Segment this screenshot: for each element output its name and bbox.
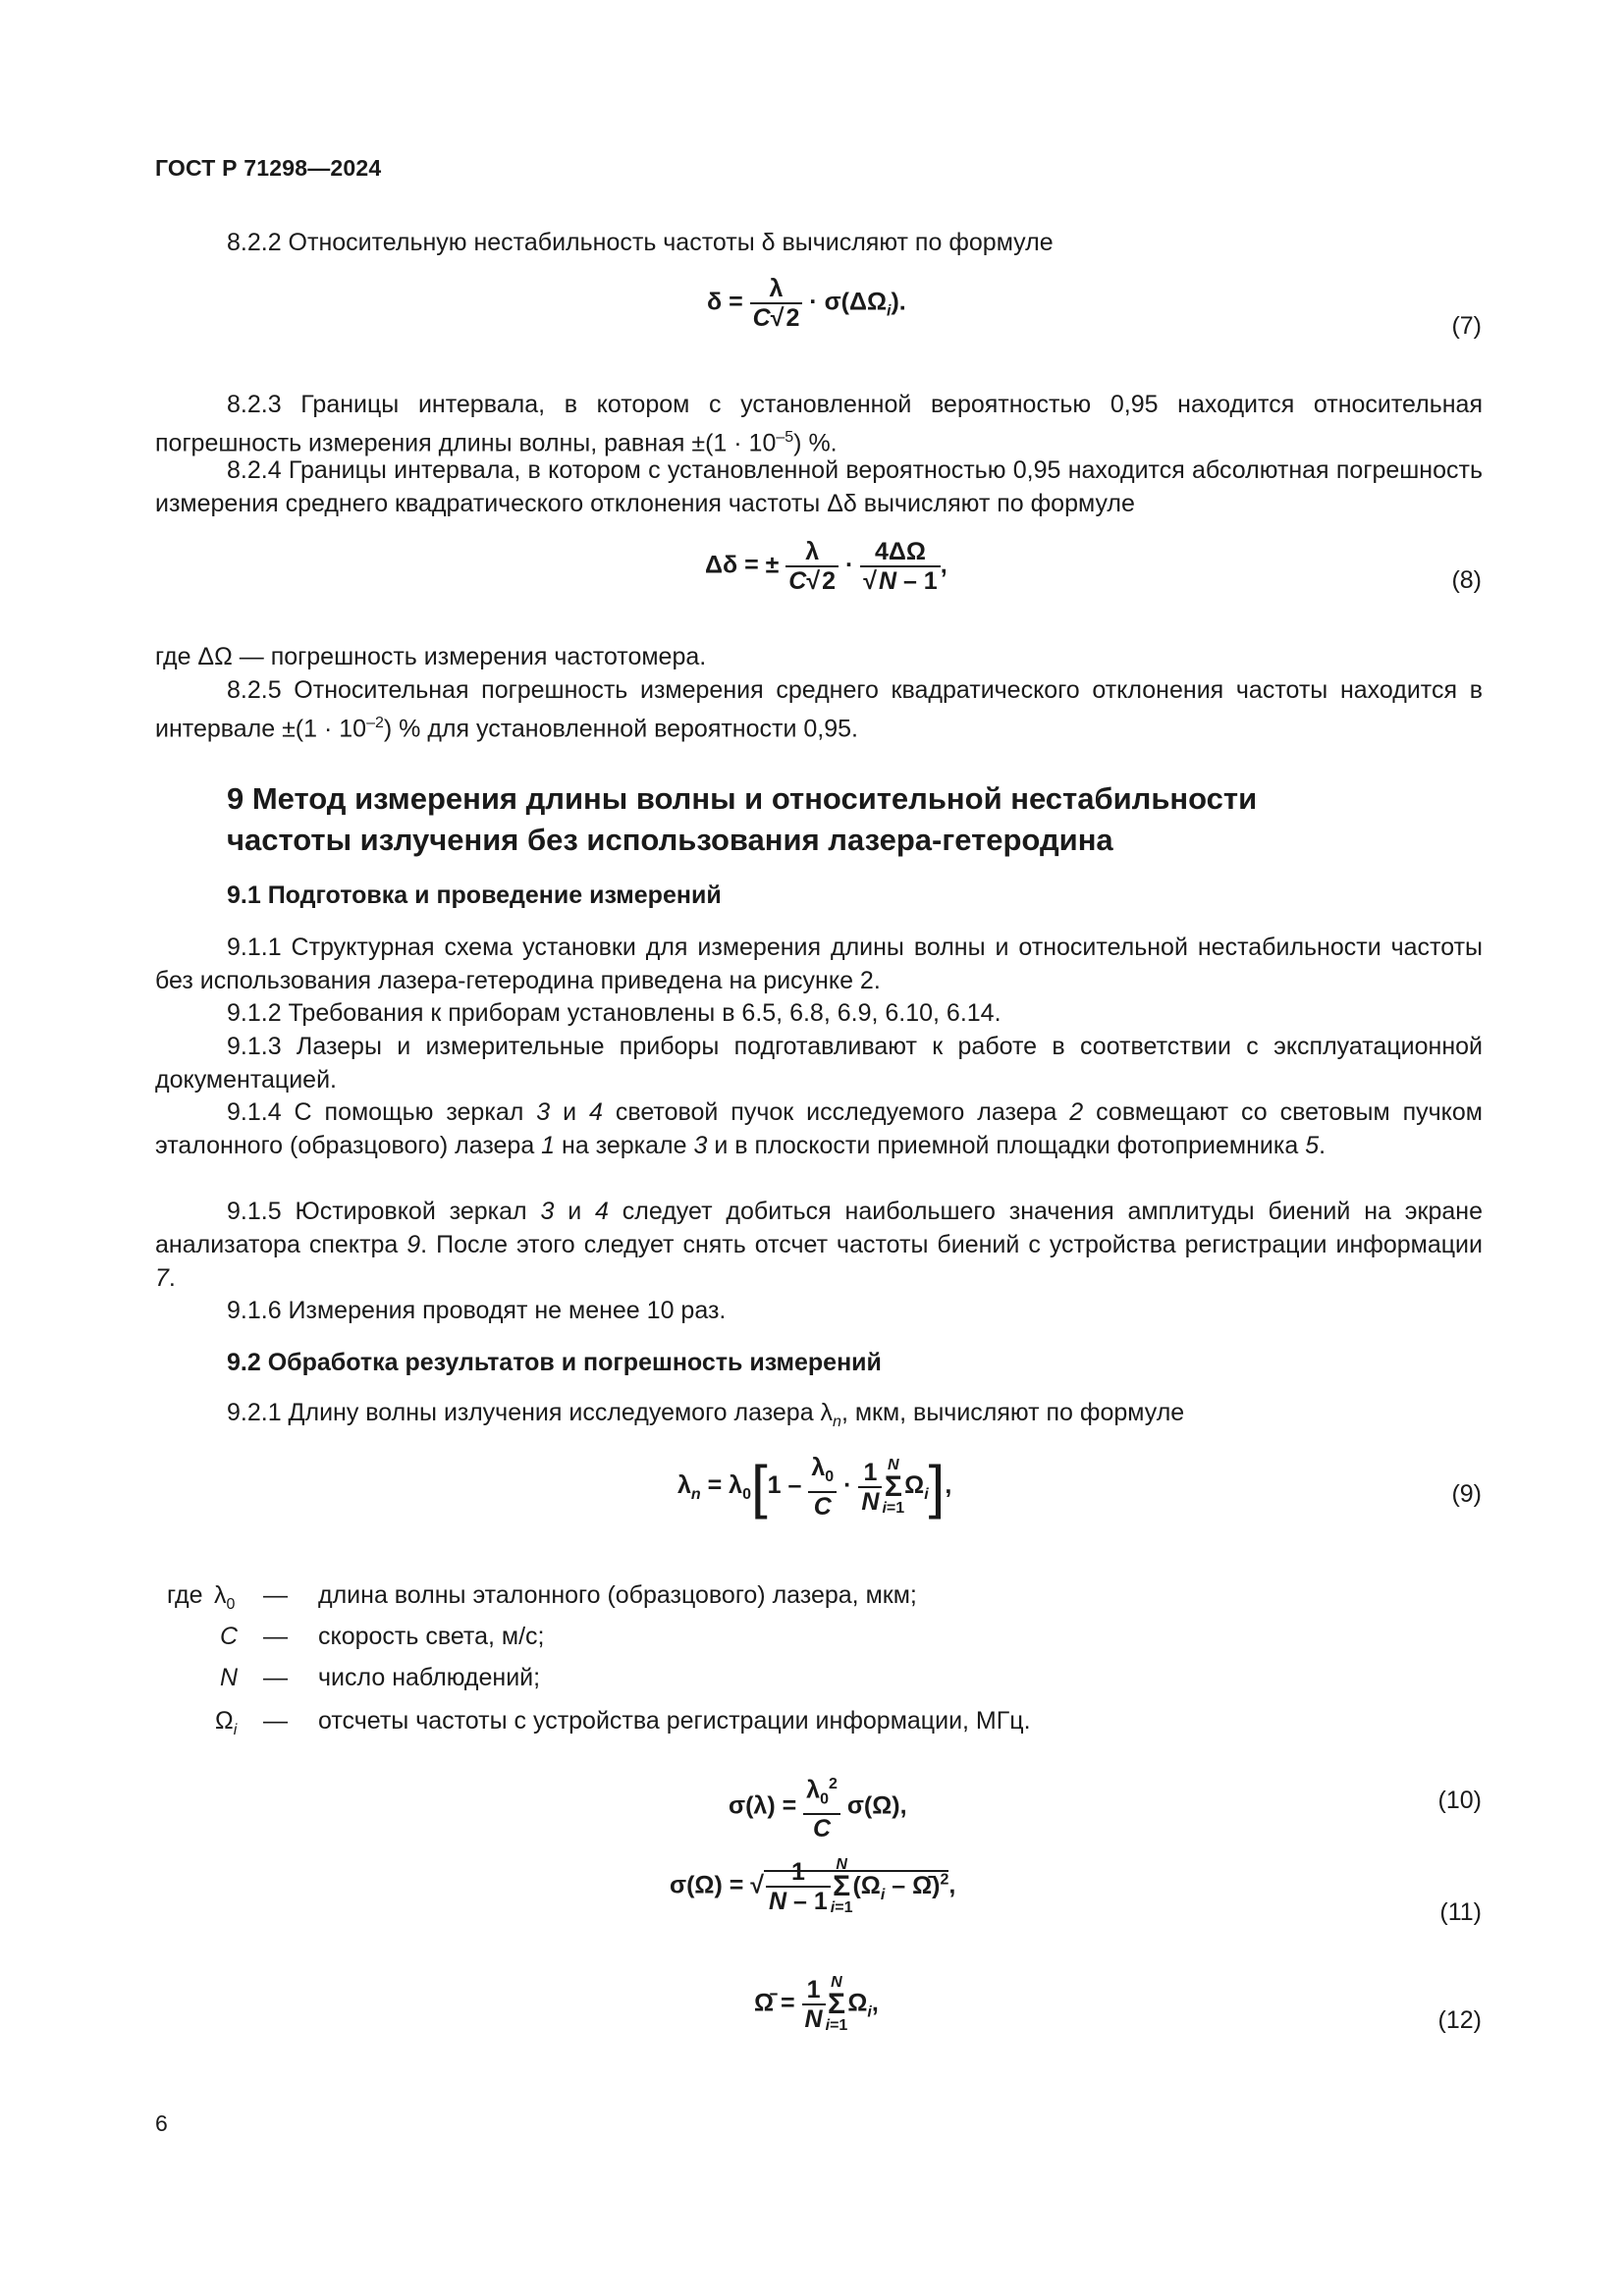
where-prefix: где <box>167 1581 203 1609</box>
formula-12: Ω̄ = $\frac{1}{N}$ N Σ $i=1\Omega_i$, <box>754 1974 879 2034</box>
section-9-title-line-2: частоты излучения без использования лазера-гетеродина <box>227 823 1113 857</box>
equation-number-12: (12) <box>1437 2006 1482 2034</box>
formula-9: $\lambda_n = \lambda_0[1$ – $\frac{\lambda_0}{C}$ · $\frac{1}{N}$ N Σ $i=1\Omega_i$], <box>677 1453 952 1521</box>
paragraph-9-1-4: 9.1.4 С помощью зеркал 3 и 4 световой пучок исследуемого лазера 2 совмещают со световым пучком эталонного (образцового) лазера 1 на зеркале 3 и в плоскости приемной площадки фотоприемника 5. <box>155 1098 1483 1159</box>
where-symbol-lambda0: $\lambda_0$ <box>214 1581 236 1613</box>
where-symbol-omega-i: $\Omega_i$ <box>215 1707 238 1738</box>
paragraph-9-1-5: 9.1.5 Юстировкой зеркал 3 и 4 следует добиться наибольшего значения амплитуды биений на экране анализатора спектра 9. После этого следует снять отсчет частоты биений с устройства регистрации информации 7. <box>155 1198 1483 1292</box>
subsection-9-1-title: 9.1 Подготовка и проведение измерений <box>227 881 722 909</box>
equation-number-8: (8) <box>1451 566 1482 594</box>
where-text-lambda0: длина волны эталонного (образцового) лазера, мкм; <box>318 1581 917 1609</box>
paragraph-9-2-1: 9.2.1 Длину волны излучения исследуемого лазера $\lambda_n$, мкм, вычисляют по формуле <box>227 1399 1185 1430</box>
where-text-omega-i: отсчеты частоты с устройства регистрации информации, МГц. <box>318 1707 1031 1735</box>
paragraph-8-2-4: 8.2.4 Границы интервала, в котором с установленной вероятностью 0,95 находится абсолютная погрешность измерения среднего квадратического отклонения частоты Δδ вычисляют по формуле <box>155 456 1483 517</box>
paragraph-where-delta-omega: где ΔΩ — погрешность измерения частотомера. <box>155 643 707 670</box>
where-dash-1: — <box>263 1581 288 1609</box>
where-text-n: число наблюдений; <box>318 1664 541 1691</box>
where-dash-3: — <box>263 1664 288 1691</box>
page-number: 6 <box>155 2110 168 2136</box>
section-9-title-line-1: 9 Метод измерения длины волны и относительной нестабильности <box>227 781 1258 816</box>
paragraph-9-1-6: 9.1.6 Измерения проводят не менее 10 раз. <box>227 1297 727 1324</box>
where-symbol-c: C <box>220 1623 239 1650</box>
paragraph-9-1-2: 9.1.2 Требования к приборам установлены в 6.5, 6.8, 6.9, 6.10, 6.14. <box>227 999 1001 1027</box>
where-dash-2: — <box>263 1623 288 1650</box>
equation-number-9: (9) <box>1451 1480 1482 1508</box>
paragraph-9-1-3: 9.1.3 Лазеры и измерительные приборы подготавливают к работе в соответствии с эксплуатационной документацией. <box>155 1033 1483 1094</box>
paragraph-8-2-5: 8.2.5 Относительная погрешность измерения среднего квадратического отклонения частоты находится в интервале $\pm(1 \cdot 10^{-2})$ % для установленной вероятности 0,95. <box>155 676 1483 743</box>
paragraph-8-2-2: 8.2.2 Относительную нестабильность частоты δ вычисляют по формуле <box>227 229 1054 256</box>
formula-7: δ = $\frac{\lambda}{C√2}$ · $\sigma(\Delta\Omega_i)$. <box>707 275 906 332</box>
equation-number-10: (10) <box>1437 1787 1482 1814</box>
equation-number-7: (7) <box>1451 312 1482 340</box>
paragraph-9-1-1: 9.1.1 Структурная схема установки для измерения длины волны и относительной нестабильности частоты без использования лазера-гетеродина приведена на рисунке 2. <box>155 934 1483 994</box>
formula-11: σ(Ω) = √ $\frac{1}{N - 1}$ N Σ $i=1(\Omega_i$ – Ω̄)$^2$, <box>670 1856 956 1916</box>
paragraph-8-2-3: 8.2.3 Границы интервала, в котором с установленной вероятностью 0,95 находится относительная погрешность измерения длины волны, равная $\pm(1 \cdot 10^{-5})$ %. <box>155 391 1483 457</box>
formula-8: Δδ = ± $\frac{\lambda}{C√2}$ · $\frac{4\Delta\Omega}{√N - 1}$ , <box>705 538 947 595</box>
document-header: ГОСТ Р 71298—2024 <box>155 155 382 181</box>
subsection-9-2-title: 9.2 Обработка результатов и погрешность измерений <box>227 1349 882 1376</box>
formula-10: σ(λ) = $\frac{\lambda_0^2}{C}$ σ(Ω), <box>729 1771 907 1842</box>
where-dash-4: — <box>263 1707 288 1735</box>
where-text-c: скорость света, м/с; <box>318 1623 545 1650</box>
equation-number-11: (11) <box>1439 1898 1482 1926</box>
where-symbol-n: N <box>220 1664 239 1691</box>
